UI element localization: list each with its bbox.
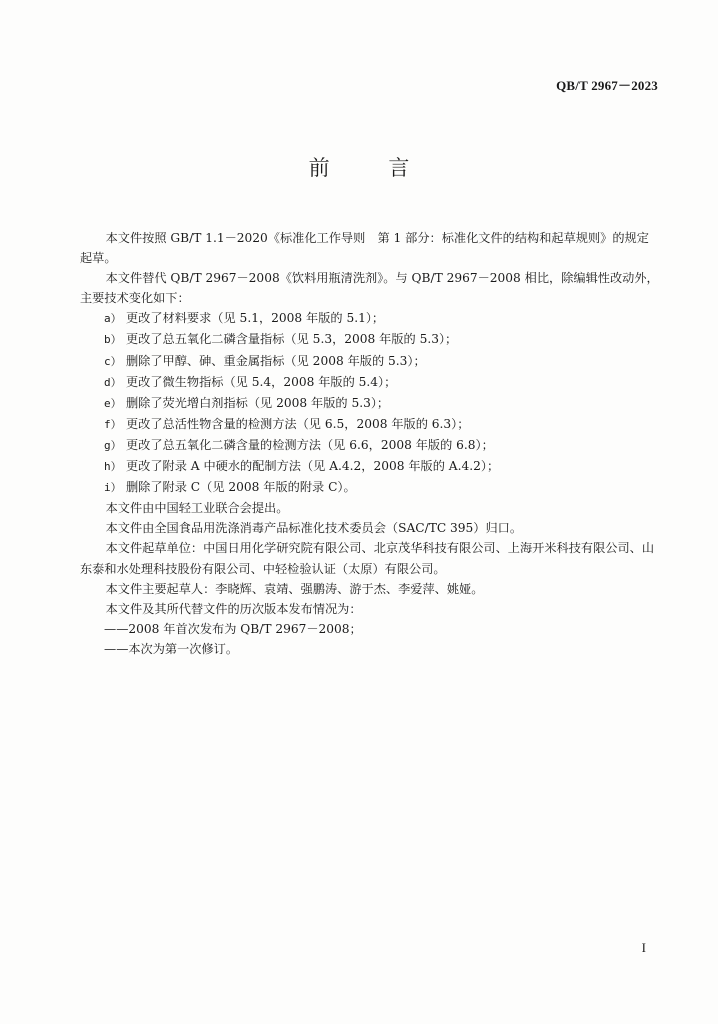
- list-marker: e）: [104, 396, 122, 410]
- list-item: [80, 414, 660, 435]
- list-marker: a）: [104, 312, 122, 326]
- list-marker: g）: [104, 438, 122, 452]
- list-item: [80, 477, 660, 498]
- list-item-text: 更改了总五氧化二磷含量的检测方法（见 6.6，2008 年版的 6.8）；: [126, 437, 494, 452]
- list-item-text: 删除了甲醇、砷、重金属指标（见 2008 年版的 5.3）；: [126, 353, 426, 368]
- list-marker: c）: [104, 354, 122, 368]
- list-marker: h）: [104, 460, 122, 474]
- list-item-text: 删除了荧光增白剂指标（见 2008 年版的 5.3）；: [126, 395, 390, 410]
- changes-list: [80, 308, 660, 498]
- list-item-text: 更改了总五氧化二磷含量指标（见 5.3，2008 年版的 5.3）；: [126, 332, 458, 347]
- list-marker: d）: [104, 375, 122, 389]
- list-item: [80, 329, 660, 350]
- paragraph-replacement: 本文件替代 QB/T 2967－2008《饮料用瓶清洗剂》。与 QB/T 2967－2008 相比，除编辑性改动外，主要技术变化如下：: [80, 271, 659, 306]
- document-body: [80, 228, 660, 659]
- list-item: [80, 393, 660, 414]
- list-item: [80, 372, 660, 393]
- paragraph-drafting-basis: 本文件按照 GB/T 1.1－2020《标准化工作导则 第 1 部分：标准化文件的结构和起草规则》的规定起草。: [80, 231, 649, 266]
- list-item: [80, 308, 660, 329]
- list-marker: i）: [104, 481, 122, 495]
- paragraph-proposer: 本文件由中国轻工业联合会提出。: [105, 501, 289, 516]
- paragraph-drafting-units: 本文件起草单位：中国日用化学研究院有限公司、北京茂华科技有限公司、上海开米科技有限公司、山东泰和水处理科技股份有限公司、中轻检验认证（太原）有限公司。: [80, 541, 655, 576]
- paragraph-history-intro: 本文件及其所代替文件的历次版本发布情况为：: [105, 601, 362, 616]
- paragraph-drafters: 本文件主要起草人：李晓辉、袁靖、强鹏涛、游于杰、李爱萍、姚娅。: [105, 581, 484, 596]
- paragraph-committee: 本文件由全国食品用洗涤消毒产品标准化技术委员会（SAC/TC 395）归口。: [105, 521, 523, 536]
- list-item-text: 删除了附录 C（见 2008 年版的附录 C）。: [126, 480, 356, 495]
- page-title: 前 言: [308, 156, 436, 180]
- list-item: [80, 435, 660, 456]
- list-item-text: 更改了材料要求（见 5.1，2008 年版的 5.1）；: [126, 311, 385, 326]
- list-item-text: 更改了总活性物含量的检测方法（见 6.5，2008 年版的 6.3）；: [126, 416, 470, 431]
- list-item-text: 更改了附录 A 中硬水的配制方法（见 A.4.2，2008 年版的 A.4.2）；: [126, 459, 500, 474]
- list-marker: f）: [104, 417, 122, 431]
- standard-code: QB/T 2967－2023: [556, 78, 658, 93]
- page-number: I: [641, 940, 646, 955]
- history-item: ——2008 年首次发布为 QB/T 2967－2008；: [104, 621, 362, 636]
- list-item: [80, 456, 660, 477]
- history-item: ——本次为第一次修订。: [104, 641, 239, 656]
- list-item: [80, 351, 660, 372]
- list-item-text: 更改了微生物指标（见 5.4，2008 年版的 5.4）；: [126, 374, 397, 389]
- list-marker: b）: [104, 333, 122, 347]
